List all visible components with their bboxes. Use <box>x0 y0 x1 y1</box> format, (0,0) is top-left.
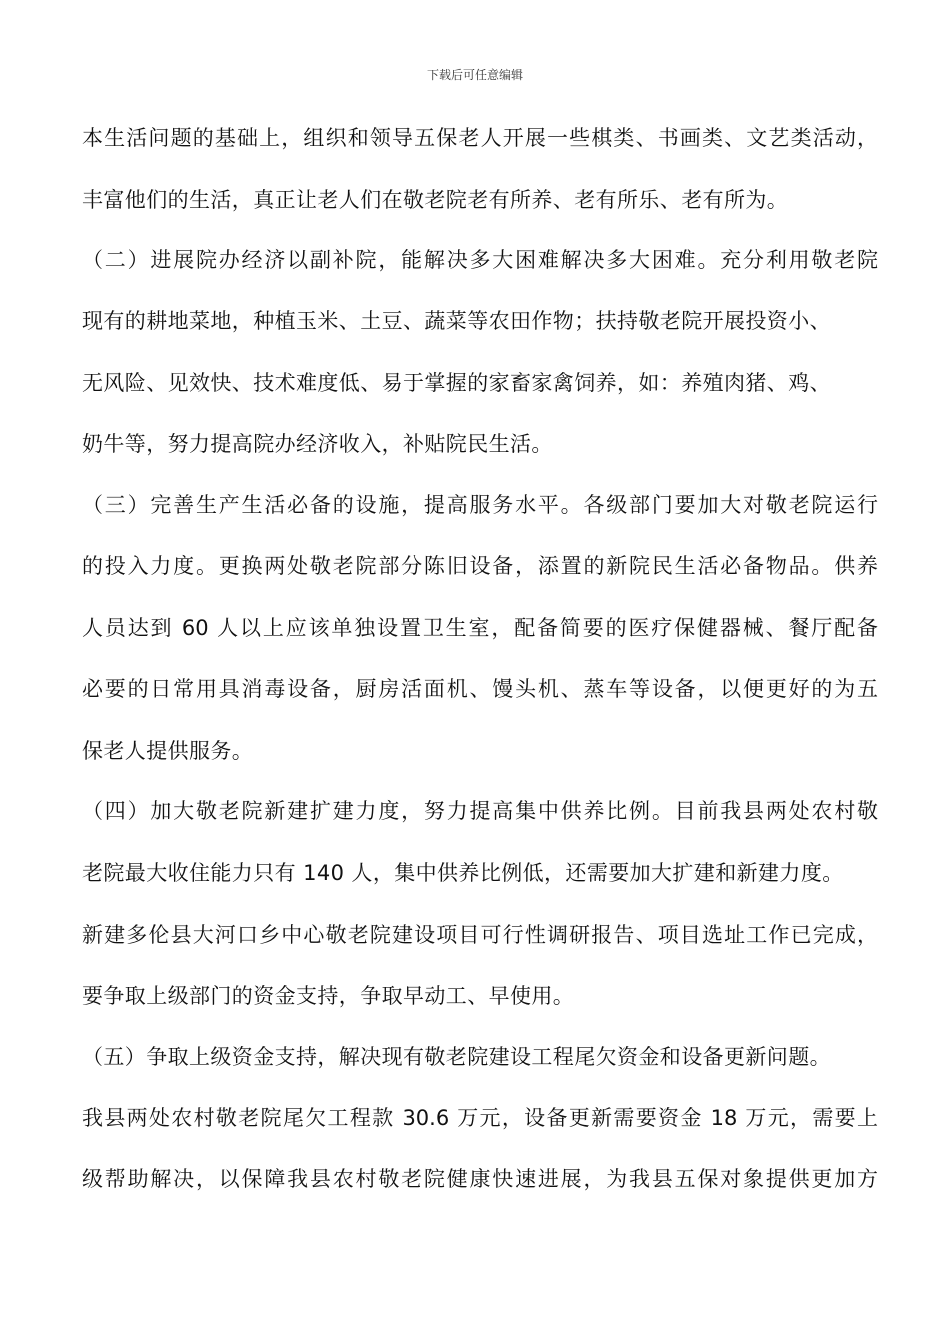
body-line: 老院最大收住能力只有 140 人，集中供养比例低，还需要加大扩建和新建力度。 <box>82 861 844 885</box>
body-line: 本生活问题的基础上，组织和领导五保老人开展一些棋类、书画类、文艺类活动， <box>82 126 878 150</box>
body-line: 必要的日常用具消毒设备，厨房活面机、馒头机、蒸车等设备，以便更好的为五 <box>82 677 878 701</box>
body-line: 无风险、见效快、技术难度低、易于掌握的家畜家禽饲养，如：养殖肉猪、鸡、 <box>82 371 831 395</box>
body-line: （五）争取上级资金支持，解决现有敬老院建设工程尾欠资金和设备更新问题。 <box>82 1045 831 1069</box>
body-line: 人员达到 60 人以上应该单独设置卫生室，配备简要的医疗保健器械、餐厅配备 <box>82 616 878 640</box>
body-line: 要争取上级部门的资金支持，争取早动工、早使用。 <box>82 984 575 1008</box>
page-header: 下载后可任意编辑 <box>426 68 523 82</box>
body-line: 丰富他们的生活，真正让老人们在敬老院老有所养、老有所乐、老有所为。 <box>82 188 789 212</box>
body-line: 现有的耕地菜地，种植玉米、土豆、蔬菜等农田作物；扶持敬老院开展投资小、 <box>82 309 831 333</box>
body-line: 级帮助解决，以保障我县农村敬老院健康快速进展，为我县五保对象提供更加方 <box>82 1167 878 1191</box>
body-line: （三）完善生产生活必备的设施，提高服务水平。各级部门要加大对敬老院运行 <box>82 493 878 517</box>
body-line: 新建多伦县大河口乡中心敬老院建设项目可行性调研报告、项目选址工作已完成， <box>82 923 878 947</box>
body-line: 的投入力度。更换两处敬老院部分陈旧设备，添置的新院民生活必备物品。供养 <box>82 554 878 578</box>
body-line: 奶牛等，努力提高院办经济收入，补贴院民生活。 <box>82 432 553 456</box>
body-line: （四）加大敬老院新建扩建力度，努力提高集中供养比例。目前我县两处农村敬 <box>82 799 878 823</box>
body-line: 我县两处农村敬老院尾欠工程款 30.6 万元，设备更新需要资金 18 万元，需要上 <box>82 1106 878 1130</box>
body-line: （二）进展院办经济以副补院，能解决多大困难解决多大困难。充分利用敬老院 <box>82 248 878 272</box>
body-line: 保老人提供服务。 <box>82 739 254 763</box>
